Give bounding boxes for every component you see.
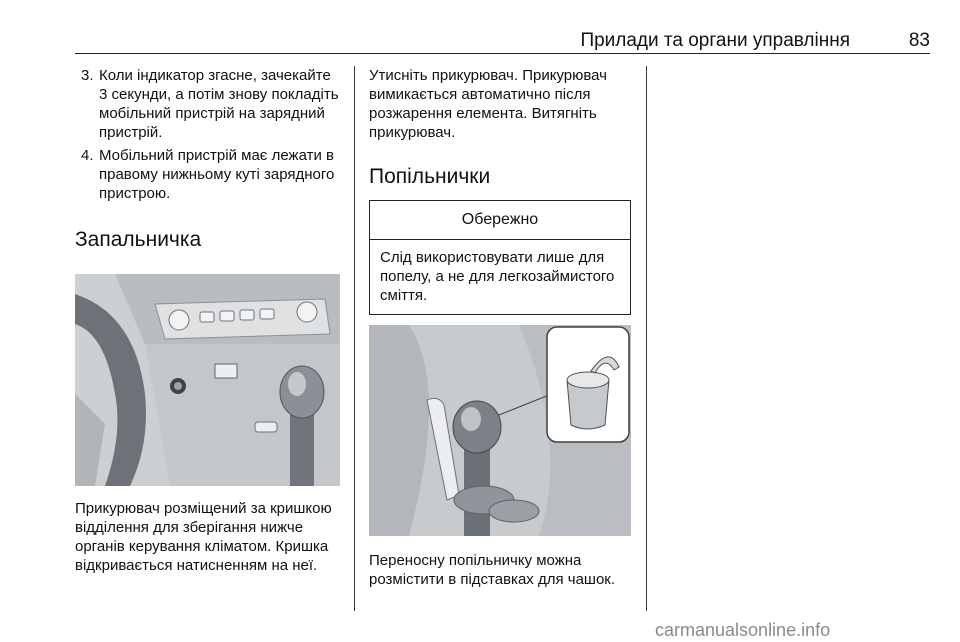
cigarette-lighter-illustration [75, 274, 340, 486]
caution-box [369, 200, 631, 315]
list-item-text: Коли індикатор згасне, зачекайте 3 секунди, а потім знову покладіть мобільний пристрій на зарядний пристрій. [99, 67, 339, 141]
list-item [75, 66, 340, 142]
page-number: 83 [908, 30, 930, 51]
caution-text: Слід використовувати лише для попелу, а не для легкозаймистого сміття. [380, 249, 615, 304]
lighter-instructions: Утисніть прикурювач. Прикурювач вимикається автоматично після розжарення елемента. Витягніть прикурювач. [369, 67, 607, 141]
ashtray-caption: Переносну попільничку можна розмістити в підставках для чашок. [369, 552, 616, 588]
right-column [369, 66, 634, 589]
lighter-caption: Прикурювач розміщений за кришкою відділення для зберігання нижче органів керування кліматом. Кришка відкривається натисненням на неї. [75, 500, 332, 574]
section-heading-lighter: Запальничка [75, 228, 202, 251]
section-heading-ashtrays: Попільнички [369, 165, 491, 188]
ashtray-illustration [369, 325, 631, 536]
list-item [75, 146, 340, 203]
list-item-number: 4. [81, 147, 94, 164]
instruction-list [75, 66, 340, 203]
watermark: carmanualsonline.info [655, 620, 831, 640]
left-column [75, 66, 340, 575]
page-header-title: Прилади та органи управління [580, 30, 850, 51]
list-item-number: 3. [81, 67, 94, 84]
column-divider-1 [354, 66, 355, 611]
list-item-text: Мобільний пристрій має лежати в правому нижньому куті зарядного пристрою. [99, 147, 335, 202]
caution-title: Обережно [370, 201, 630, 240]
column-divider-2 [646, 66, 647, 611]
header-divider [75, 53, 930, 54]
